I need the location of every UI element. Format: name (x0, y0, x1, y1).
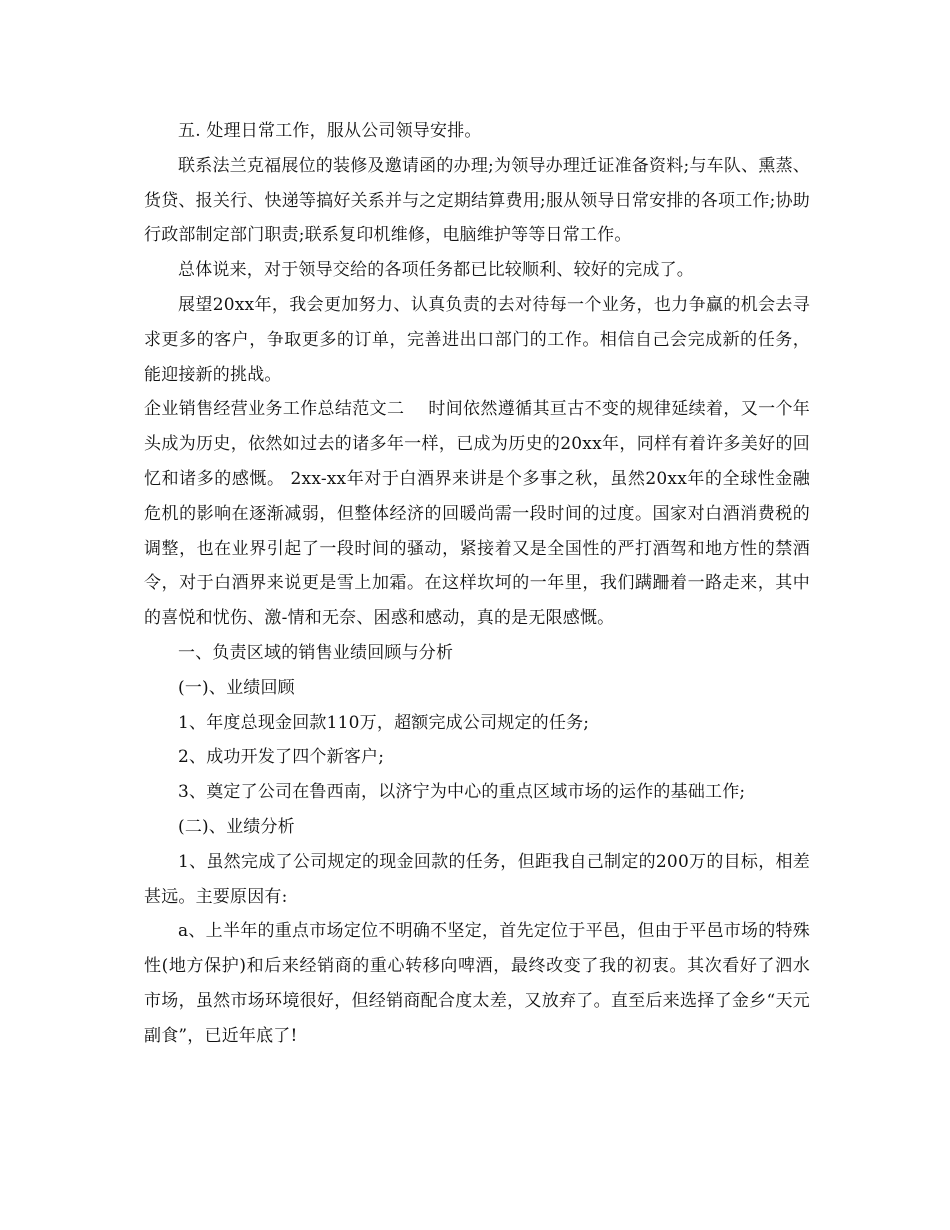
paragraph: 总体说来，对于领导交给的各项任务都已比较顺利、较好的完成了。 (178, 260, 694, 281)
list-item: 2、成功开发了四个新客户; (178, 747, 385, 768)
paragraph: 五. 处理日常工作，服从公司领导安排。 (178, 121, 482, 141)
heading-1: 一、负责区域的销售业绩回顾与分析 (178, 642, 454, 663)
section-title: 企业销售经营业务工作总结范文二 (144, 399, 405, 420)
heading-2: (一)、业绩回顾 (178, 677, 295, 698)
paragraph: 1、虽然完成了公司规定的现金回款的任务，但距我自己制定的200万的目标，相差甚远。主要原因有: (144, 851, 810, 907)
paragraph: 展望20xx年，我会更加努力、认真负责的去对待每一个业务，也力争赢的机会去寻求更多的客户，争取更多的订单，完善进出口部门的工作。相信自己会完成新的任务，能迎接新的挑战。 (144, 294, 810, 385)
section-block (144, 392, 810, 636)
paragraph: a、上半年的重点市场定位不明确不坚定，首先定位于平邑，但由于平邑市场的特殊性(地方保护)和后来经销商的重心转移向啤酒，最终改变了我的初衷。其次看好了泗水市场，虽然市场环境很好，但经销商配合度太差，又放弃了。直至后来选择了金乡“天元副食”，已近年底了! (144, 921, 810, 1046)
document-body (144, 114, 810, 1054)
paragraph: 联系法兰克福展位的装修及邀请函的办理;为领导办理迁证准备资料;与车队、熏蒸、货贷、报关行、快递等搞好关系并与之定期结算费用;服从领导日常安排的各项工作;协助行政部制定部门职责;联系复印机维修，电脑维护等等日常工作。 (144, 155, 810, 246)
list-item: 3、奠定了公司在鲁西南，以济宁为中心的重点区域市场的运作的基础工作; (178, 782, 746, 803)
heading-2: (二)、业绩分析 (178, 816, 295, 837)
section-intro: 时间依然遵循其亘古不变的规律延续着，又一个年头成为历史，依然如过去的诸多年一样，已成为历史的20xx年，同样有着许多美好的回忆和诸多的感慨。 2xx-xx年对于白酒界来讲是个多事之秋，虽然20xx年的全球性金融危机的影响在逐渐减弱，但整体经济的回暖尚需一段时间的过度。国家对白酒消费税的调整，也在业界引起了一段时间的骚动，紧接着又是全国性的严打酒驾和地方性的禁酒令，对于白酒界来说更是雪上加霜。在这样坎坷的一年里，我们蹒跚着一路走来，其中的喜悦和忧伤、激-情和无奈、困惑和感动，真的是无限感慨。 (144, 399, 811, 629)
list-item: 1、年度总现金回款110万，超额完成公司规定的任务; (178, 712, 590, 733)
